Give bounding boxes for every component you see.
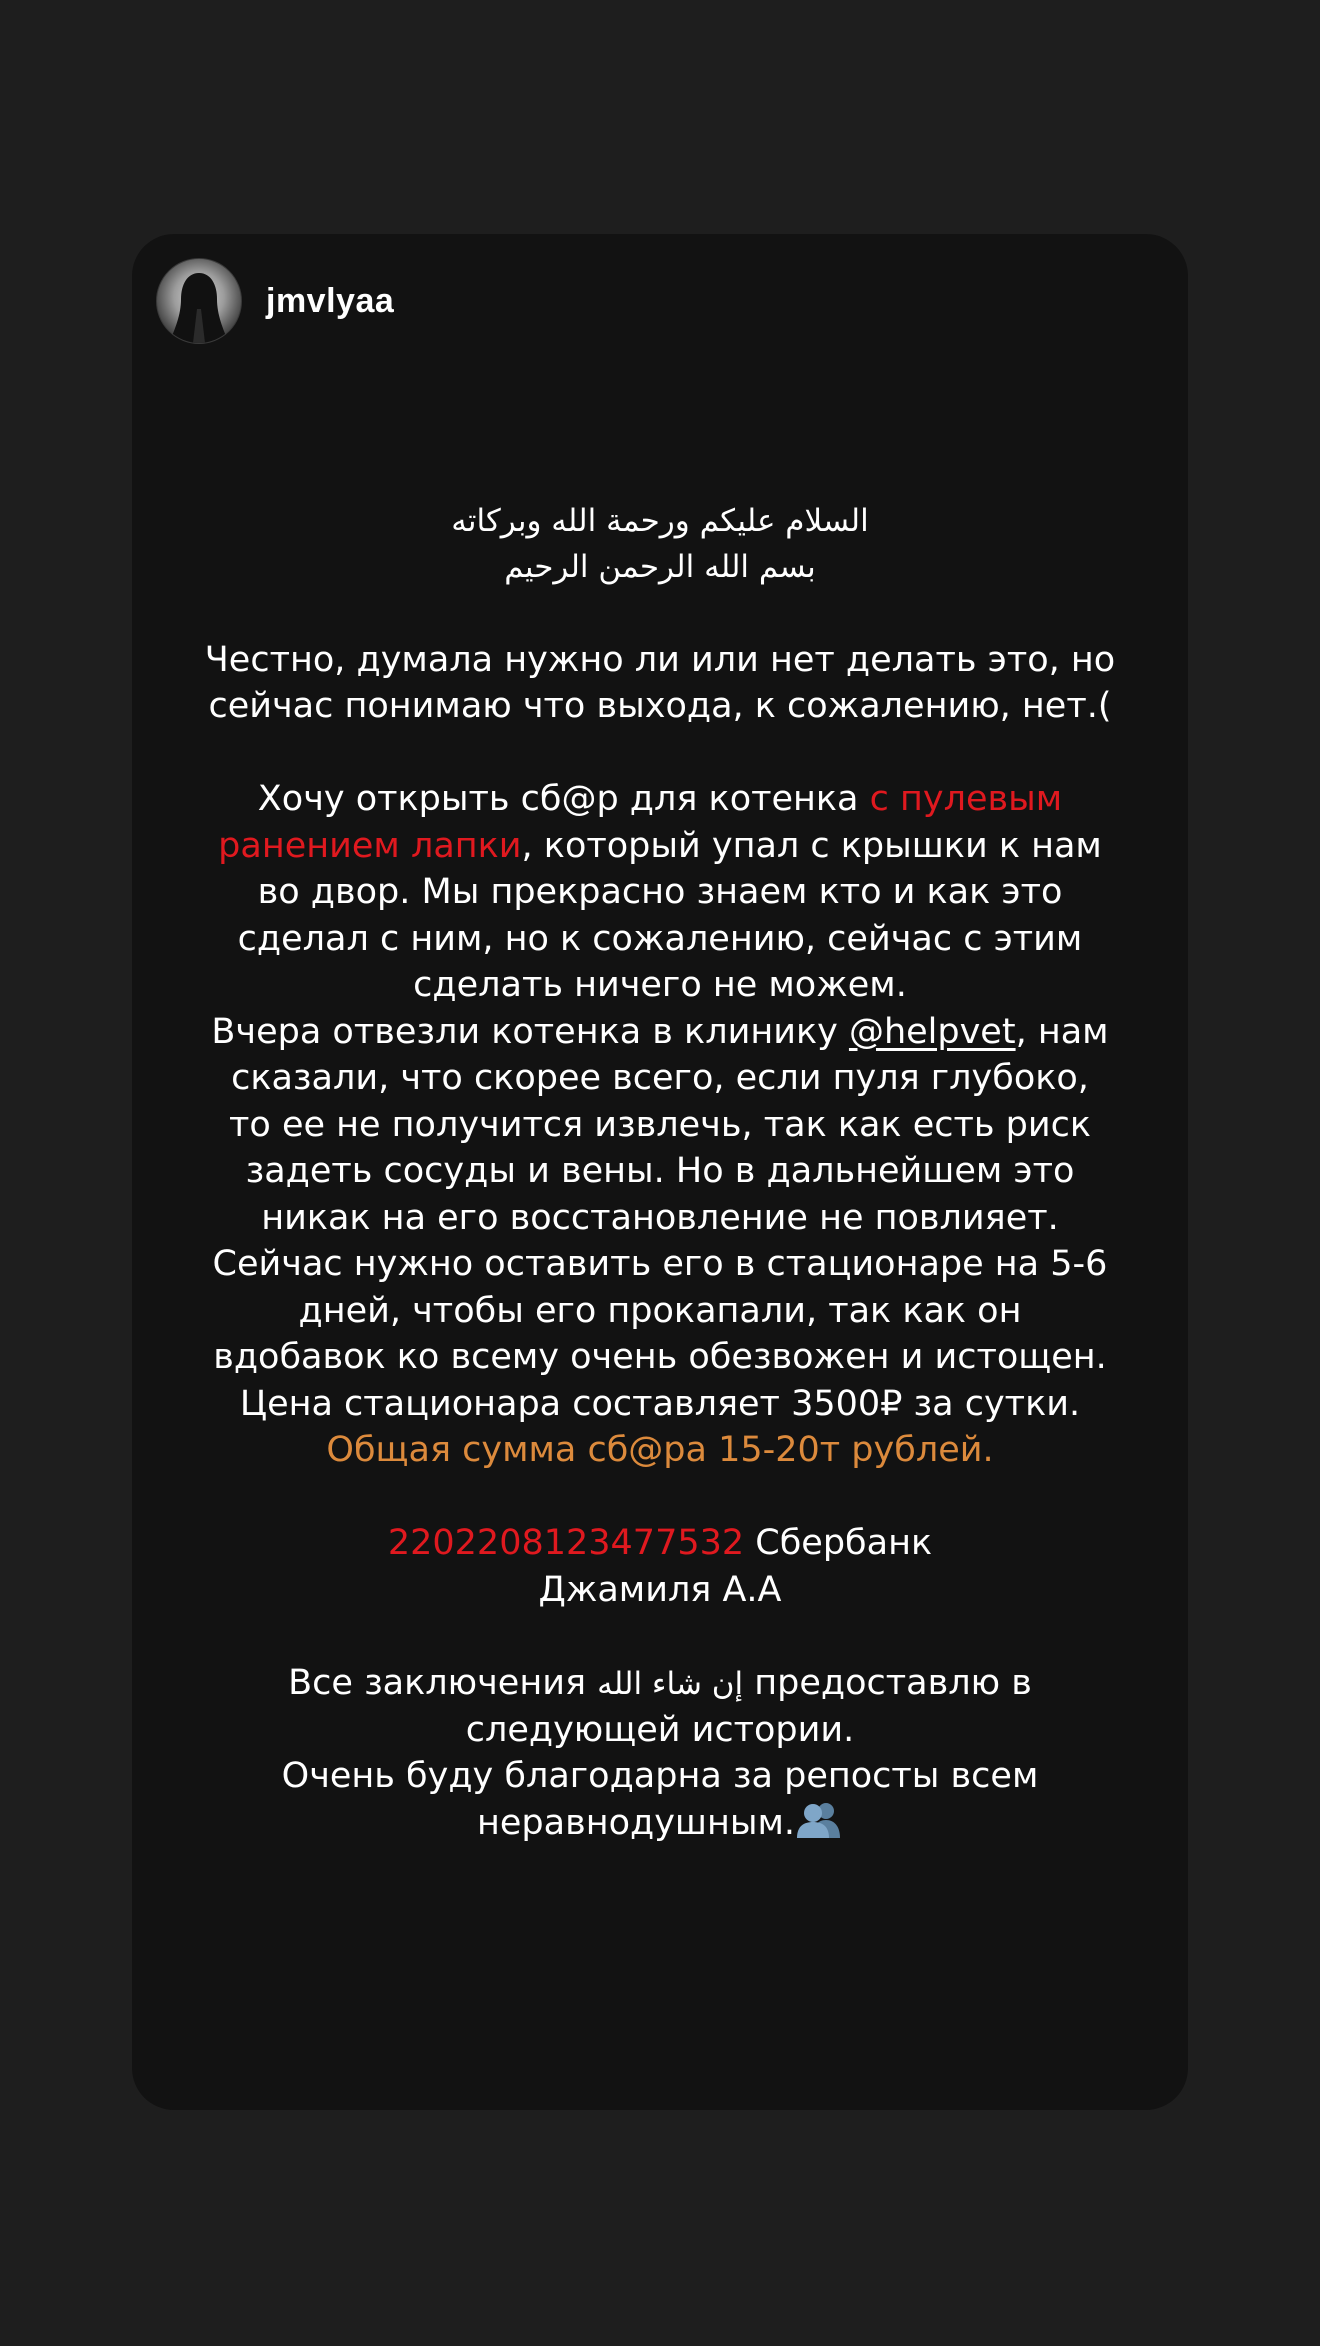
arabic-phrase: إن شاء الله [597, 1665, 744, 1702]
avatar-silhouette-icon [157, 259, 241, 343]
story-line [192, 776, 1128, 823]
story-text-part: , нам [1015, 1011, 1109, 1052]
spacer [192, 1613, 1128, 1660]
bank-name: Сбербанк [744, 1523, 933, 1563]
story-line: то ее не получится извлечь, так как есть риск [229, 1104, 1091, 1145]
username[interactable]: jmvlyaa [266, 281, 395, 320]
story-line [192, 1800, 1128, 1851]
story-line [192, 823, 1128, 870]
story-line: сейчас понимаю что выхода, к сожалению, нет.( [208, 686, 1112, 726]
card-holder: Джамиля А.А [538, 1569, 782, 1610]
red-highlight: с пулевым [869, 779, 1063, 819]
greeting-line: السلام عليكم ورحمة الله وبركاته [451, 503, 869, 539]
story-text-part: р для котенка [596, 779, 870, 819]
story-line: Сейчас нужно оставить его в стационаре на 5-6 [212, 1244, 1108, 1284]
story-line: задеть сосуды и вены. Но в дальнейшем это [245, 1151, 1075, 1191]
story-line: сделал с ним, но к сожалению, сейчас с этим [237, 918, 1083, 959]
story-header [156, 258, 394, 344]
story-line: во двор. Мы прекрасно знаем кто и как это [257, 872, 1063, 912]
mention-link-helpvet[interactable]: @helpvet [848, 1011, 1016, 1052]
avatar[interactable] [156, 258, 242, 344]
basmala-line: بسم الله الرحمن الرحيم [504, 549, 816, 585]
story-text-part: предоставлю в [743, 1662, 1032, 1703]
spacer [192, 730, 1128, 777]
spacer [192, 1474, 1128, 1521]
spacer [192, 590, 1128, 637]
story-text [192, 498, 1128, 1850]
total-amount-line: Общая сумма сб@ра 15-20т рублей. [326, 1430, 994, 1470]
story-line [192, 1009, 1128, 1056]
story-line: вдобавок ко всему очень обезвожен и истощен. [213, 1337, 1107, 1377]
story-text-part: Все заключения [288, 1662, 598, 1703]
story-line: следующей истории. [465, 1709, 855, 1750]
story-line: Честно, думала нужно ли или нет делать это, но [204, 639, 1116, 680]
busts-in-silhouette-icon [795, 1800, 843, 1851]
story-card [132, 234, 1188, 2110]
story-line: никак на его восстановление не повлияет. [261, 1197, 1059, 1238]
story-line: сказали, что скорее всего, если пуля глубоко, [231, 1058, 1089, 1098]
story-line: дней, чтобы его прокапали, так как он [298, 1290, 1022, 1331]
card-number: 2202208123477532 [387, 1523, 745, 1563]
story-text-part: Хочу открыть сб [257, 779, 562, 819]
story-text-part: Вчера отвезли котенка в клинику [211, 1011, 849, 1052]
at-symbol: @ [561, 779, 597, 819]
story-line [192, 1660, 1128, 1707]
story-line: сделать ничего не можем. [413, 965, 907, 1005]
story-text-part: , который упал с крышки к нам [521, 825, 1102, 866]
red-highlight: ранением лапки [218, 825, 522, 866]
story-line: Цена стационара составляет 3500₽ за сутки. [239, 1383, 1081, 1424]
payment-line [192, 1520, 1128, 1567]
story-text-part: неравнодушным. [477, 1802, 795, 1843]
story-line: Очень буду благодарна за репосты всем [281, 1756, 1039, 1796]
